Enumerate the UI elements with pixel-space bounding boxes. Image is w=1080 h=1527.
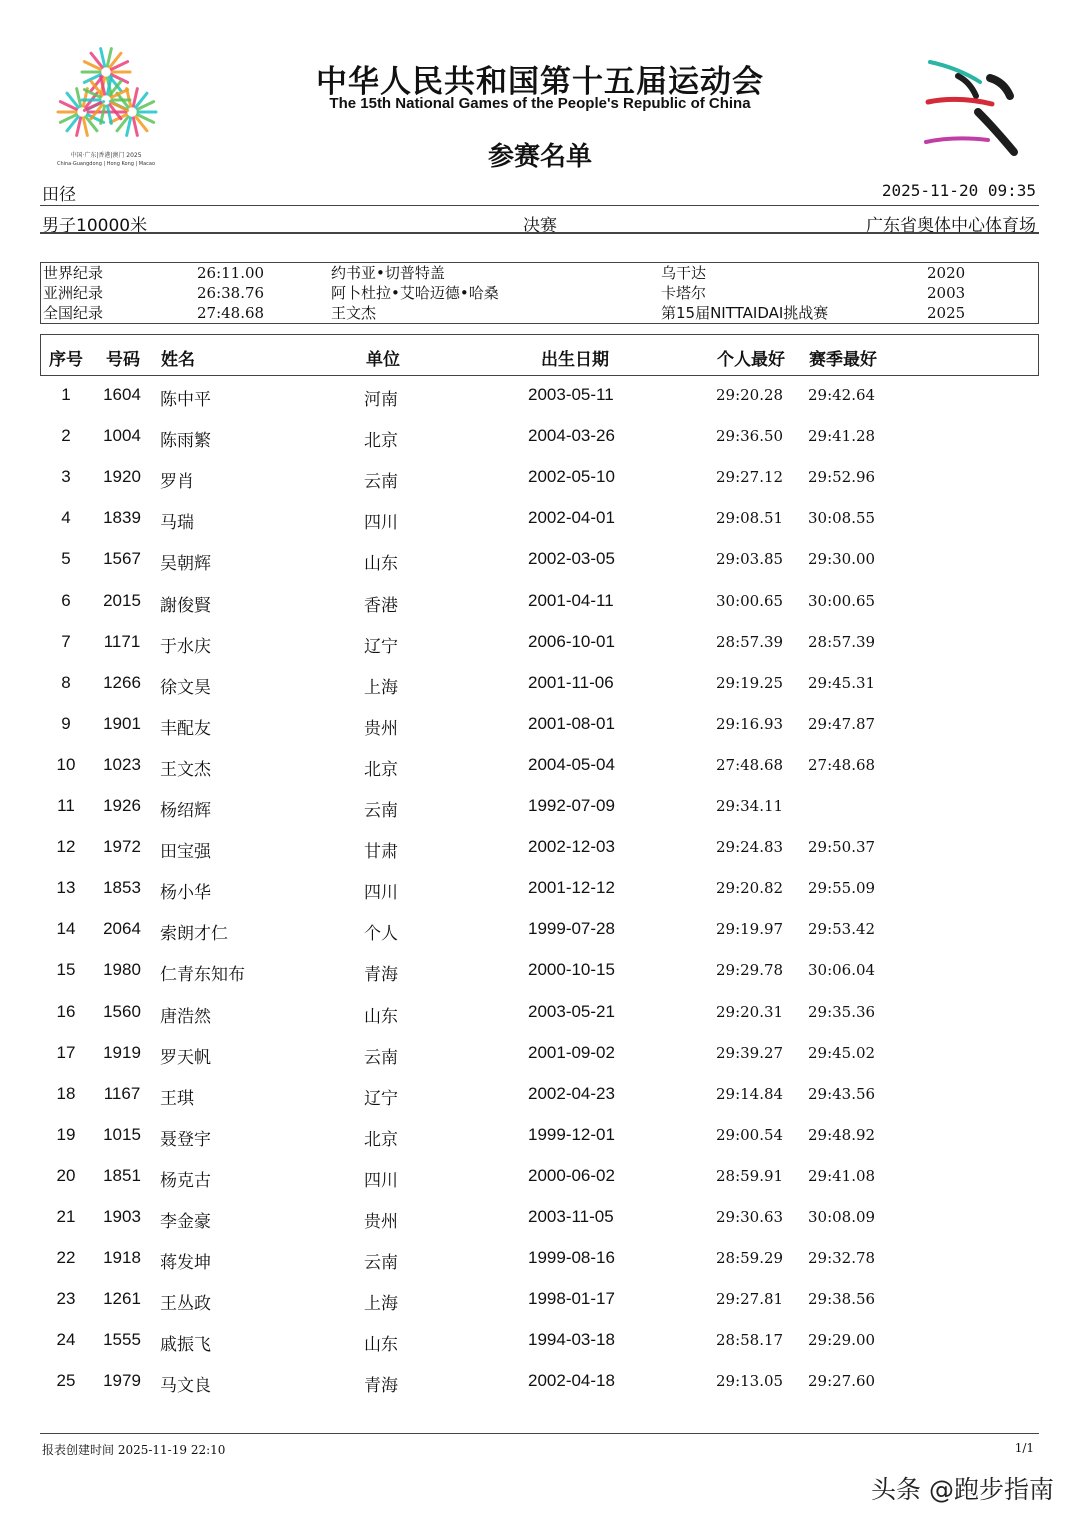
athlete-bib: 1023 <box>103 754 141 774</box>
col-unit: 单位 <box>366 350 400 370</box>
athlete-rank: 6 <box>61 590 71 610</box>
athlete-rank: 16 <box>56 1001 76 1021</box>
athlete-pb: 29:20.82 <box>716 879 784 898</box>
table-row <box>40 910 1037 951</box>
athlete-unit: 上海 <box>364 1294 398 1315</box>
event-name: 男子10000米 <box>42 216 148 236</box>
athlete-name: 马文良 <box>160 1376 211 1397</box>
athlete-pb: 29:14.84 <box>716 1084 784 1103</box>
athlete-sb: 29:45.31 <box>808 673 876 692</box>
athlete-rank: 9 <box>61 713 71 733</box>
athlete-dob: 1992-07-09 <box>528 796 615 815</box>
athlete-pb: 29:20.28 <box>716 386 784 404</box>
athlete-sb: 27:48.68 <box>808 755 876 774</box>
athlete-bib: 1167 <box>103 1083 141 1103</box>
athlete-name: 马瑞 <box>160 513 194 534</box>
record-place: 第15届NITTAIDAI挑战赛 <box>661 304 829 322</box>
athlete-bib: 1560 <box>103 1001 141 1021</box>
athlete-bib: 1004 <box>103 426 141 446</box>
athlete-bib: 1015 <box>103 1124 141 1144</box>
col-name: 姓名 <box>161 350 195 370</box>
athlete-unit: 四川 <box>364 1170 398 1191</box>
athlete-rank: 10 <box>56 754 76 774</box>
athlete-name: 陈雨繁 <box>160 431 211 452</box>
athlete-unit: 北京 <box>364 431 398 452</box>
athlete-sb: 29:27.60 <box>808 1372 876 1391</box>
athlete-unit: 贵州 <box>364 1212 398 1232</box>
athlete-pb: 29:39.27 <box>716 1043 784 1062</box>
record-label: 全国纪录 <box>43 304 104 322</box>
athlete-rank: 18 <box>56 1083 76 1103</box>
report-created-time: 报表创建时间 2025-11-19 22:10 <box>42 1443 226 1457</box>
athlete-bib: 1261 <box>103 1289 141 1309</box>
athlete-rank: 8 <box>61 672 71 692</box>
athlete-unit: 上海 <box>364 677 398 698</box>
athlete-dob: 2003-05-11 <box>528 385 614 404</box>
athlete-dob: 1999-12-01 <box>528 1124 615 1144</box>
athlete-sb: 29:47.87 <box>808 714 876 733</box>
col-dob: 出生日期 <box>541 350 609 370</box>
athlete-pb: 29:24.83 <box>716 838 784 857</box>
table-row <box>40 664 1037 705</box>
divider <box>40 232 1039 234</box>
athlete-name: 丰配友 <box>160 718 211 739</box>
athlete-bib: 1901 <box>103 713 141 733</box>
table-row <box>40 540 1037 581</box>
athlete-rank: 24 <box>56 1330 76 1350</box>
col-pb: 个人最好 <box>717 350 785 370</box>
athlete-rank: 5 <box>61 549 71 569</box>
athlete-pb: 28:59.29 <box>716 1249 784 1268</box>
athlete-name: 杨绍辉 <box>160 801 211 821</box>
record-row-world <box>41 263 1038 283</box>
athlete-unit: 贵州 <box>364 718 398 739</box>
athlete-bib: 2064 <box>103 919 141 939</box>
watermark: 头条 @跑步指南 <box>871 1475 1054 1504</box>
athlete-name: 于水庆 <box>160 636 211 657</box>
athlete-dob: 2001-11-06 <box>528 672 614 692</box>
athlete-sb: 30:08.09 <box>808 1208 876 1226</box>
record-holder: 王文杰 <box>331 304 377 322</box>
games-title-en: The 15th National Games of the People's Republic of China <box>329 95 751 112</box>
athlete-dob: 2004-05-04 <box>528 754 615 774</box>
athlete-bib: 1980 <box>103 960 141 980</box>
table-row <box>40 705 1037 746</box>
athlete-unit: 辽宁 <box>364 1088 398 1109</box>
athlete-sb: 30:00.65 <box>808 591 876 610</box>
athlete-pb: 29:20.31 <box>716 1002 784 1021</box>
athlete-dob: 2004-03-26 <box>528 426 615 446</box>
athlete-bib: 1979 <box>103 1371 141 1391</box>
athlete-rank: 23 <box>56 1289 76 1309</box>
record-year: 2003 <box>927 284 966 302</box>
athlete-unit: 香港 <box>364 595 398 616</box>
athlete-sb: 29:41.28 <box>808 427 876 446</box>
page-title: 参赛名单 <box>487 142 592 172</box>
athlete-sb: 29:43.56 <box>808 1084 876 1103</box>
athlete-dob: 2002-04-23 <box>528 1083 615 1103</box>
athlete-pb: 29:00.54 <box>716 1125 784 1144</box>
athlete-name: 杨克古 <box>160 1170 211 1191</box>
athlete-dob: 2002-04-01 <box>528 508 615 528</box>
athlete-name: 吴朝辉 <box>160 554 211 575</box>
athlete-rank: 1 <box>61 385 71 404</box>
table-row <box>40 746 1037 787</box>
table-row <box>40 417 1037 458</box>
table-row <box>40 623 1037 664</box>
athlete-pb: 28:57.39 <box>716 632 784 651</box>
record-holder: 约书亚•切普特盖 <box>331 264 445 282</box>
start-datetime: 2025-11-20 09:35 <box>881 181 1036 200</box>
athlete-sb: 29:50.37 <box>808 838 876 857</box>
athlete-bib: 1918 <box>103 1248 141 1268</box>
record-time: 27:48.68 <box>197 304 265 322</box>
athlete-name: 王丛政 <box>160 1294 211 1315</box>
athlete-unit: 四川 <box>364 513 398 534</box>
athlete-dob: 2006-10-01 <box>528 631 615 651</box>
athlete-unit: 四川 <box>364 883 398 904</box>
athlete-dob: 1999-07-28 <box>528 919 615 939</box>
athlete-dob: 2002-03-05 <box>528 549 615 569</box>
athlete-pb: 29:13.05 <box>716 1372 784 1391</box>
athlete-dob: 2002-05-10 <box>528 467 615 487</box>
table-row <box>40 458 1037 499</box>
table-header <box>40 334 1039 376</box>
athlete-sb: 29:53.42 <box>808 920 876 939</box>
athlete-unit: 北京 <box>364 1129 398 1150</box>
table-row <box>40 582 1037 623</box>
athlete-rank: 11 <box>57 796 75 815</box>
athlete-pb: 29:19.97 <box>716 920 784 939</box>
athlete-rank: 20 <box>56 1165 76 1185</box>
athlete-sb: 29:38.56 <box>808 1290 876 1309</box>
table-row <box>40 828 1037 869</box>
athlete-dob: 2001-12-12 <box>528 878 615 898</box>
athlete-unit: 北京 <box>364 759 398 780</box>
athlete-dob: 1998-01-17 <box>528 1289 615 1309</box>
athlete-name: 陈中平 <box>160 390 211 410</box>
col-rank: 序号 <box>49 350 83 370</box>
athlete-name: 王文杰 <box>160 759 211 780</box>
athlete-dob: 2001-09-02 <box>528 1042 615 1062</box>
athlete-rank: 21 <box>56 1207 76 1226</box>
table-row <box>40 951 1037 992</box>
athlete-unit: 云南 <box>364 472 398 493</box>
athlete-name: 聂登宇 <box>160 1129 211 1150</box>
athlete-pb: 29:19.25 <box>716 673 784 692</box>
athlete-unit: 青海 <box>364 965 398 986</box>
record-holder: 阿卜杜拉•艾哈迈德•哈桑 <box>331 284 499 302</box>
record-row-national <box>41 303 1038 323</box>
athlete-sb: 29:45.02 <box>808 1043 876 1062</box>
athlete-unit: 山东 <box>364 554 398 575</box>
logo-caption: 中国·广东|香港|澳门 2025 <box>70 152 142 159</box>
divider <box>40 1433 1039 1434</box>
athlete-bib: 1266 <box>103 672 141 692</box>
athlete-rank: 12 <box>56 837 76 857</box>
athlete-dob: 2000-10-15 <box>528 960 615 980</box>
col-bib: 号码 <box>106 350 140 370</box>
athlete-pb: 29:36.50 <box>716 427 784 446</box>
athlete-sb: 29:35.36 <box>808 1002 876 1021</box>
athlete-bib: 1567 <box>103 549 141 569</box>
athlete-rank: 22 <box>56 1248 76 1268</box>
athlete-bib: 1839 <box>103 508 141 528</box>
athlete-sb: 29:42.64 <box>808 386 876 404</box>
athlete-sb: 29:32.78 <box>808 1249 876 1268</box>
record-label: 亚洲纪录 <box>43 284 104 302</box>
records-box <box>40 262 1039 324</box>
table-row <box>40 1157 1037 1198</box>
table-row <box>40 1321 1037 1362</box>
table-row <box>40 1075 1037 1116</box>
athlete-unit: 青海 <box>364 1376 398 1397</box>
table-row <box>40 1362 1037 1403</box>
athlete-pb: 28:59.91 <box>716 1166 784 1185</box>
athlete-dob: 1999-08-16 <box>528 1248 615 1268</box>
record-place: 乌干达 <box>661 264 707 282</box>
athlete-unit: 辽宁 <box>364 636 398 657</box>
athlete-name: 王琪 <box>160 1088 194 1109</box>
athlete-unit: 山东 <box>364 1006 398 1027</box>
athlete-bib: 1555 <box>103 1330 141 1350</box>
table-row <box>40 1034 1037 1075</box>
athlete-unit: 甘肃 <box>364 842 398 863</box>
athlete-unit: 云南 <box>364 1047 398 1068</box>
athlete-pb: 27:48.68 <box>716 755 784 774</box>
athlete-sb: 29:29.00 <box>808 1331 876 1350</box>
athlete-name: 蒋发坤 <box>160 1253 211 1274</box>
athlete-rank: 14 <box>56 919 76 939</box>
table-row <box>40 993 1037 1034</box>
athlete-dob: 2000-06-02 <box>528 1165 615 1185</box>
athlete-rank: 3 <box>61 467 71 487</box>
page-number: 1/1 <box>1014 1441 1034 1455</box>
athlete-name: 唐浩然 <box>160 1006 211 1027</box>
athlete-pb: 29:08.51 <box>716 509 784 528</box>
athlete-name: 田宝强 <box>160 842 211 863</box>
athlete-bib: 1853 <box>103 878 141 898</box>
event-round: 决赛 <box>523 216 557 236</box>
athlete-unit: 山东 <box>364 1335 398 1356</box>
athlete-bib: 1604 <box>103 385 141 404</box>
games-title-cn: 中华人民共和国第十五届运动会 <box>316 64 764 100</box>
athlete-pb: 30:00.65 <box>716 591 784 610</box>
athlete-pb: 29:27.12 <box>716 468 784 487</box>
athlete-unit: 个人 <box>364 924 398 945</box>
athlete-sb: 29:48.92 <box>808 1125 876 1144</box>
table-row <box>40 1198 1037 1239</box>
athlete-name: 戚振飞 <box>160 1335 211 1356</box>
athlete-name: 徐文昊 <box>160 677 211 698</box>
athlete-rank: 25 <box>56 1371 76 1391</box>
athlete-pb: 29:29.78 <box>716 961 784 980</box>
athlete-pb: 29:27.81 <box>716 1290 784 1309</box>
table-row <box>40 1239 1037 1280</box>
col-sb: 赛季最好 <box>809 350 877 370</box>
athlete-dob: 1994-03-18 <box>528 1330 615 1350</box>
divider <box>40 205 1039 206</box>
athlete-sb: 28:57.39 <box>808 632 876 651</box>
athlete-unit: 云南 <box>364 1253 398 1274</box>
athlete-dob: 2001-04-11 <box>528 590 614 610</box>
athlete-sb: 30:06.04 <box>808 961 876 980</box>
athlete-dob: 2002-12-03 <box>528 837 615 857</box>
athlete-rank: 17 <box>56 1042 76 1062</box>
athlete-bib: 1851 <box>103 1165 141 1185</box>
athlete-bib: 1903 <box>103 1207 141 1226</box>
athlete-rank: 2 <box>61 426 71 446</box>
table-row <box>40 499 1037 540</box>
athlete-pb: 29:34.11 <box>716 797 784 815</box>
athlete-dob: 2001-08-01 <box>528 713 615 733</box>
venue-name: 广东省奥体中心体育场 <box>866 216 1036 236</box>
athlete-name: 李金豪 <box>160 1212 211 1232</box>
athlete-dob: 2003-05-21 <box>528 1001 615 1021</box>
table-row <box>40 869 1037 910</box>
athlete-rank: 7 <box>61 631 71 651</box>
athlete-rank: 4 <box>61 508 71 528</box>
athlete-unit: 云南 <box>364 801 398 821</box>
athlete-sb: 29:41.08 <box>808 1166 876 1185</box>
athlete-bib: 1920 <box>103 467 141 487</box>
athlete-bib: 1926 <box>103 796 141 815</box>
athlete-bib: 1972 <box>103 837 141 857</box>
record-year: 2025 <box>927 304 966 322</box>
record-time: 26:11.00 <box>197 264 265 282</box>
logo-caption-en: China·Guangdong | Hong Kong | Macao <box>56 161 156 167</box>
athlete-sb: 30:08.55 <box>808 509 876 528</box>
athlete-dob: 2003-11-05 <box>528 1207 614 1226</box>
table-row <box>40 376 1037 417</box>
table-row <box>40 1116 1037 1157</box>
record-year: 2020 <box>927 264 966 282</box>
athlete-name: 罗天帆 <box>160 1047 211 1068</box>
record-label: 世界纪录 <box>43 264 104 282</box>
athlete-pb: 29:03.85 <box>716 550 784 569</box>
athlete-bib: 1919 <box>103 1042 141 1062</box>
athlete-rank: 15 <box>56 960 76 980</box>
athlete-sb: 29:52.96 <box>808 468 876 487</box>
athlete-name: 謝俊賢 <box>160 595 211 616</box>
athlete-pb: 29:16.93 <box>716 714 784 733</box>
record-row-asia <box>41 283 1038 303</box>
athlete-pb: 29:30.63 <box>716 1208 784 1226</box>
athlete-bib: 2015 <box>103 590 141 610</box>
athlete-name: 杨小华 <box>160 883 211 904</box>
athlete-pb: 28:58.17 <box>716 1331 784 1350</box>
athlete-dob: 2002-04-18 <box>528 1371 615 1391</box>
table-row <box>40 787 1037 828</box>
table-row <box>40 1280 1037 1321</box>
athlete-unit: 河南 <box>364 390 398 410</box>
athlete-rank: 19 <box>56 1124 76 1144</box>
sport-label: 田径 <box>42 185 76 205</box>
athlete-sb: 29:30.00 <box>808 550 876 569</box>
athlete-name: 罗肖 <box>160 472 194 493</box>
athlete-name: 索朗才仁 <box>160 924 228 945</box>
record-time: 26:38.76 <box>197 284 265 302</box>
athlete-bib: 1171 <box>103 631 141 651</box>
athlete-rank: 13 <box>56 878 76 898</box>
athlete-name: 仁青东知布 <box>160 965 245 986</box>
athlete-sb: 29:55.09 <box>808 879 876 898</box>
record-place: 卡塔尔 <box>661 284 707 302</box>
